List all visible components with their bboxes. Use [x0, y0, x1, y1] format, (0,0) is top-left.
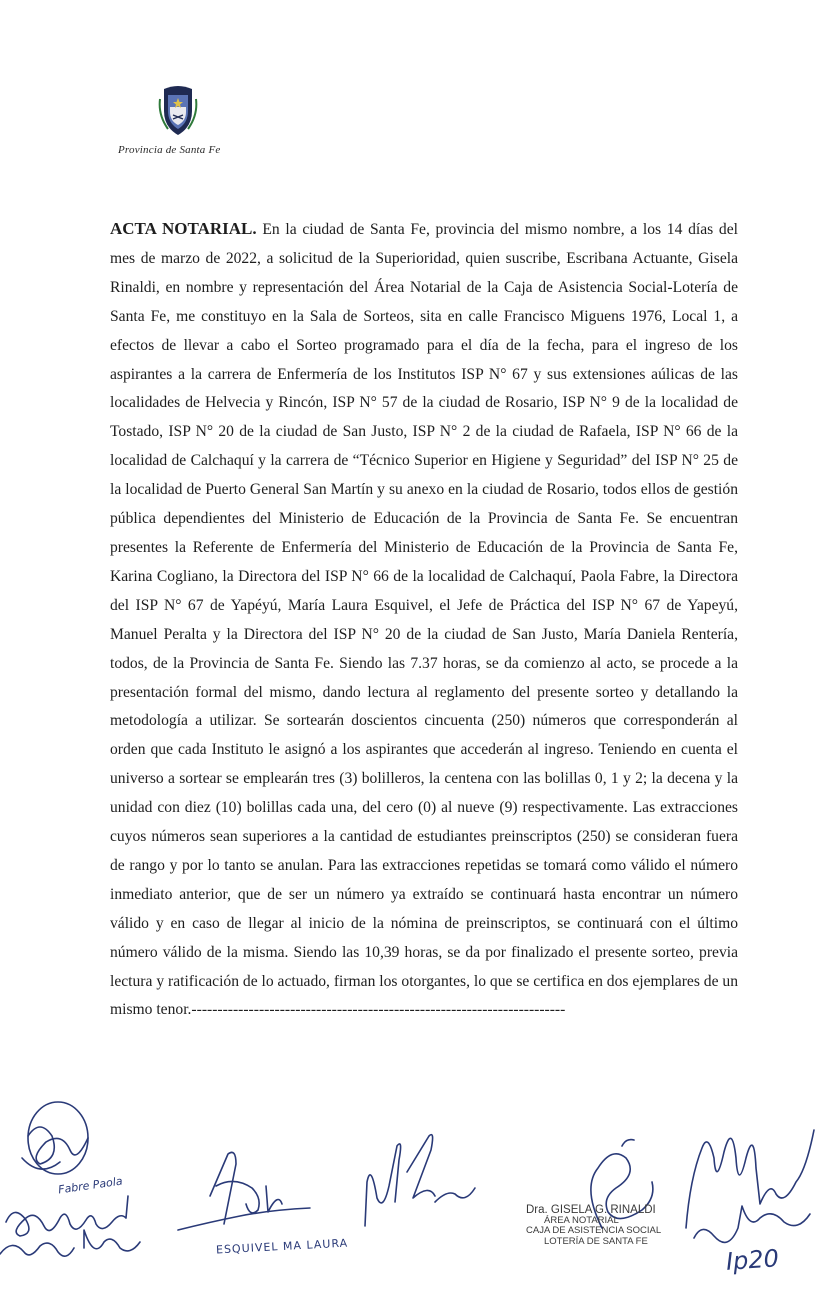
peralta-handwritten-note: Ip20 — [725, 1244, 780, 1276]
notary-stamp — [526, 1205, 686, 1247]
province-label: Provincia de Santa Fe — [118, 144, 221, 156]
signature-esquivel — [170, 1146, 320, 1241]
stamp-area: ÁREA NOTARIAL — [544, 1214, 619, 1226]
stamp-notary-name: Dra. GISELA G. RINALDI — [526, 1204, 656, 1216]
act-title: ACTA NOTARIAL. — [110, 219, 257, 238]
signature-renteria — [325, 1132, 505, 1232]
act-text: En la ciudad de Santa Fe, provincia del mismo nombre, a los 14 días del mes de marzo de 2022, a solicitud de la Superioridad, quien suscribe, Escribana Actuante, Gisela Rinaldi, en nombre y representación del Área Notarial de la Caja de Asistencia Social-Lotería de Santa Fe, me constituyo en la Sala de Sorteos, sita en calle Francisco Miguens 1976, Local 1, a efectos de llevar a cabo el Sorteo programado para el día de la fecha, para el ingreso de los aspirantes a la carrera de Enfermería de los Institutos ISP N° 67 y sus extensiones aúlicas de las localidades de Helvecia y Rincón, ISP N° 57 de la ciudad de Rosario, ISP N° 9 de la localidad de Tostado, ISP N° 20 de la ciudad de San Justo, ISP N° 2 de la ciudad de Rafaela, ISP N° 66 de la localidad de Calchaquí y la carrera de “Técnico Superior en Higiene y Seguridad” del ISP N° 25 de la localidad de Puerto General San Martín y su anexo en la ciudad de Rosario, todos ellos de gestión pública dependientes del Ministerio de Educación de la Provincia de Santa Fe. Se encuentran presentes la Referente de Enfermería del Ministerio de Educación de la Provincia de Santa Fe, Karina Cogliano, la Directora del ISP N° 66 de la localidad de Calchaquí, Paola Fabre, la Directora del ISP N° 67 de Yapéyú, María Laura Esquivel, el Jefe de Práctica del ISP N° 67 de Yapeyú, Manuel Peralta y la Directora del ISP N° 20 de la ciudad de San Justo, María Daniela Rentería, todos, de la Provincia de Santa Fe. Siendo las 7.37 horas, se da comienzo al acto, se procede a la presentación formal del mismo, dando lectura al reglamento del presente sorteo y detallando la metodología a utilizar. Se sortearán doscientos cincuenta (250) números que corresponderán al orden que cada Instituto le asignó a los aspirantes que accederán al ingreso. Teniendo en cuenta el universo a sortear se emplearán tres (3) bolilleros, la centena con las bolillas 0, 1 y 2; la decena y la unidad con diez (10) bolillas cada una, del cero (0) al nueve (9) respectivamente. Las extracciones cuyos números sean superiores a la cantidad de estudiantes preinscriptos (250) se consideran fuera de rango y por lo tanto se anulan. Para las extracciones repetidas se tomará como válido el número inmediato anterior, que de ser un número ya extraído se continuará hasta encontrar un número válido y en caso de llegar al inicio de la nómina de preinscriptos, se continuará con el último número válido de la misma. Siendo las 10,39 horas, se da por finalizado el presente sorteo, previa lectura y ratificación de lo actuado, firman los otorgantes, lo que se certifica en dos ejemplares de un mismo tenor.------------------------------------------------------------------------ — [110, 221, 738, 1019]
stamp-lottery: LOTERÍA DE SANTA FE — [544, 1235, 648, 1247]
esquivel-handwritten-name: ESQUIVEL MA LAURA — [215, 1236, 349, 1257]
provincial-crest-icon — [158, 85, 198, 137]
notarial-act-body — [110, 215, 738, 1025]
stamp-institution: CAJA DE ASISTENCIA SOCIAL — [526, 1225, 662, 1236]
signature-fabre — [0, 1098, 115, 1184]
fabre-handwritten-note: Fabre Paola — [57, 1174, 124, 1197]
